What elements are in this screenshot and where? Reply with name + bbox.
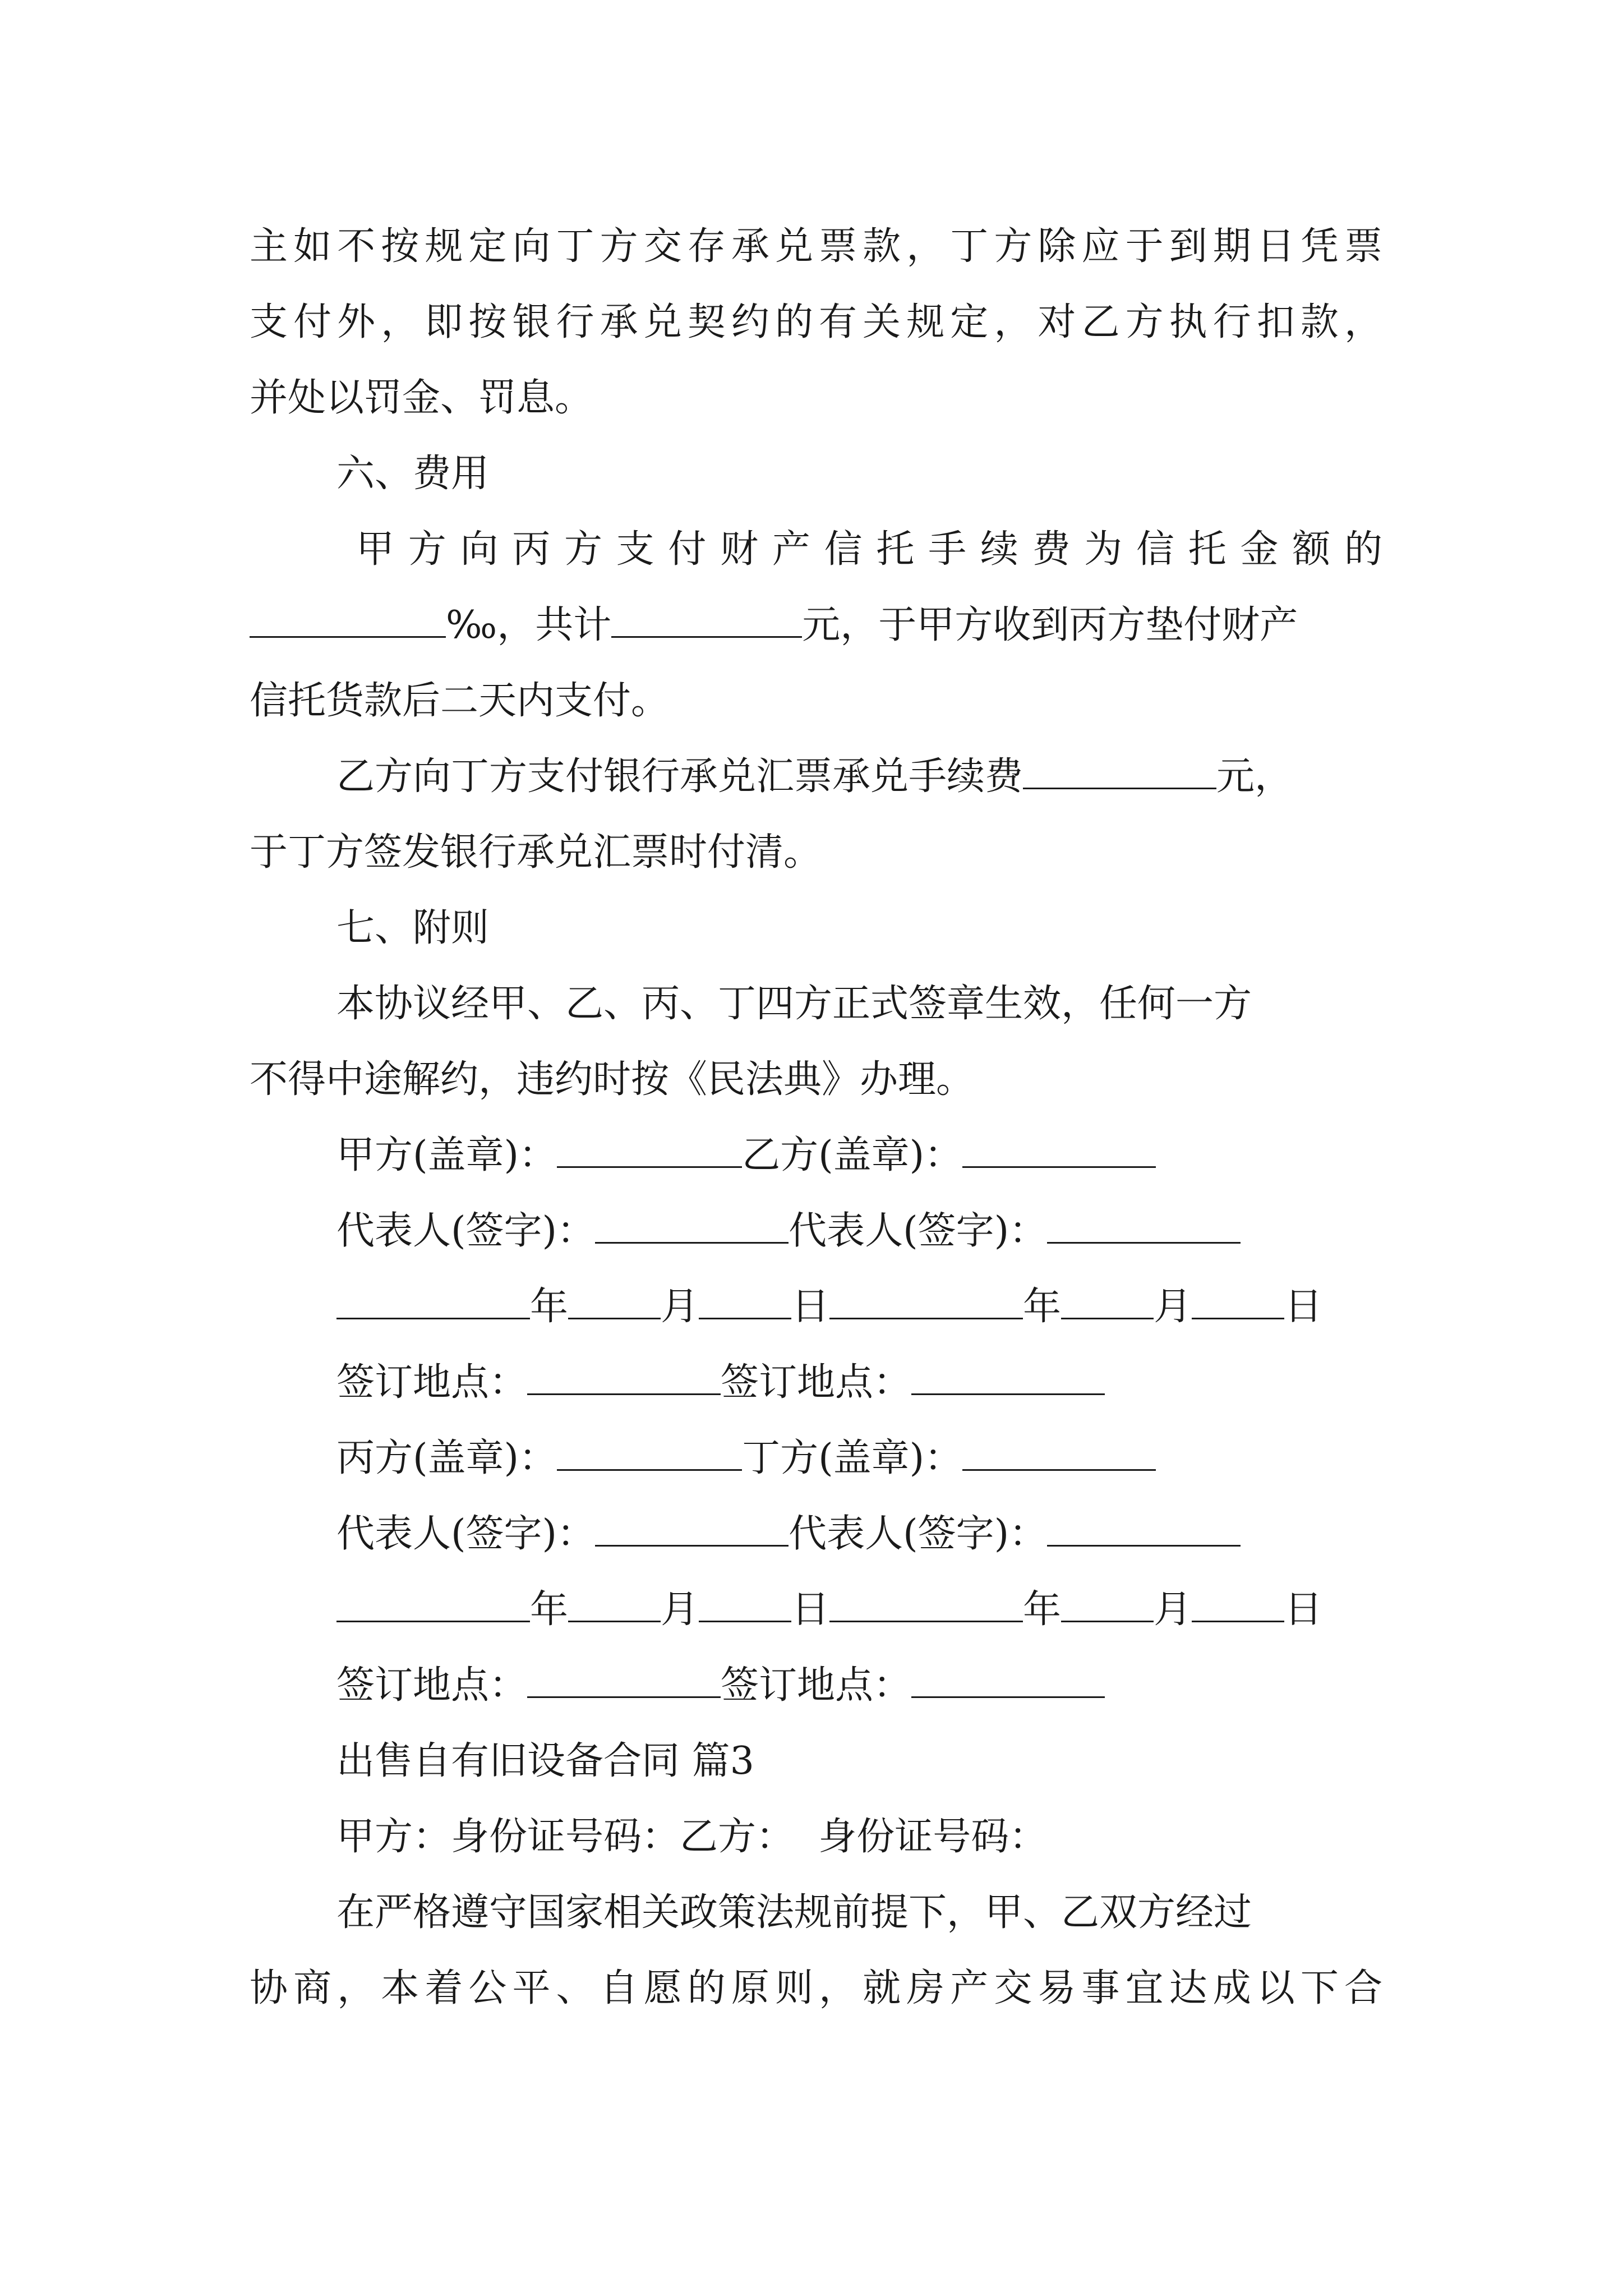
day-label: 日 [791, 1588, 830, 1632]
representative-label: 代表人(签字)： [789, 1209, 1048, 1253]
fill-blank[interactable] [568, 1587, 661, 1622]
paragraph-line: 甲方向丙方支付财产信托手续费为信托金额的 [356, 527, 1382, 572]
inline-text: ‰，共计 [446, 603, 612, 647]
fill-blank[interactable] [1061, 1284, 1154, 1319]
month-label: 月 [661, 1285, 699, 1329]
fill-blank[interactable] [568, 1284, 661, 1319]
date-line [336, 1282, 1469, 1332]
fill-blank[interactable] [557, 1435, 742, 1471]
sign-place-label: 签订地点： [721, 1360, 912, 1405]
inline-text: 元， [1216, 754, 1293, 799]
fill-blank[interactable] [557, 1133, 742, 1168]
article-title: 出售自有旧设备合同 篇3 [336, 1739, 754, 1783]
day-label: 日 [791, 1285, 830, 1329]
paragraph-line: 主如不按规定向丁方交存承兑票款，丁方除应于到期日凭票 [250, 224, 1382, 269]
paragraph-line: 支付外，即按银行承兑契约的有关规定，对乙方执行扣款， [250, 300, 1382, 344]
paragraph-line: 在严格遵守国家相关政策法规前提下，甲、乙双方经过 [336, 1890, 1252, 1935]
day-label: 日 [1284, 1588, 1323, 1632]
fill-blank[interactable] [611, 602, 802, 638]
date-line [336, 1585, 1469, 1635]
fill-blank[interactable] [699, 1284, 791, 1319]
fill-blank[interactable] [911, 1360, 1105, 1395]
fill-blank[interactable] [829, 1284, 1023, 1319]
paragraph-line: 信托货款后二天内支付。 [250, 679, 670, 723]
year-label: 年 [530, 1285, 569, 1329]
party-a-seal-label: 甲方(盖章)： [336, 1133, 557, 1177]
day-label: 日 [1284, 1285, 1323, 1329]
fill-blank[interactable] [527, 1360, 721, 1395]
sign-place-label: 签订地点： [336, 1663, 528, 1708]
fill-blank[interactable] [1061, 1587, 1154, 1622]
fill-blank[interactable] [1192, 1284, 1284, 1319]
fill-blank[interactable] [829, 1587, 1023, 1622]
section-heading: 七、附则 [336, 906, 490, 950]
party-b-seal-label: 乙方(盖章)： [742, 1133, 963, 1177]
section-heading: 六、费用 [336, 452, 490, 496]
fill-blank[interactable] [1047, 1208, 1241, 1244]
paragraph-line [250, 600, 1382, 651]
paragraph-line [336, 752, 1469, 802]
signature-line [336, 1660, 1469, 1711]
representative-label: 代表人(签字)： [336, 1209, 596, 1253]
fill-blank[interactable] [962, 1435, 1156, 1471]
fill-blank[interactable] [595, 1208, 789, 1244]
fill-blank[interactable] [962, 1133, 1156, 1168]
signature-line [336, 1206, 1469, 1257]
fill-blank[interactable] [336, 1587, 530, 1622]
party-c-seal-label: 丙方(盖章)： [336, 1436, 557, 1480]
sign-place-label: 签订地点： [336, 1360, 528, 1405]
signature-line [336, 1358, 1469, 1408]
paragraph-line: 于丁方签发银行承兑汇票时付清。 [250, 830, 822, 875]
inline-text: 乙方向丁方支付银行承兑汇票承兑手续费 [336, 754, 1023, 799]
representative-label: 代表人(签字)： [336, 1512, 596, 1556]
fill-blank[interactable] [911, 1663, 1105, 1698]
paragraph-line: 协商，本着公平、自愿的原则，就房产交易事宜达成以下合 [250, 1966, 1382, 2010]
representative-label: 代表人(签字)： [789, 1512, 1048, 1556]
paragraph-line: 并处以罚金、罚息。 [250, 376, 593, 420]
month-label: 月 [1154, 1588, 1192, 1632]
year-label: 年 [1023, 1588, 1062, 1632]
fill-blank[interactable] [1192, 1587, 1284, 1622]
signature-line [336, 1509, 1469, 1559]
fill-blank[interactable] [250, 602, 446, 638]
fill-blank[interactable] [336, 1284, 530, 1319]
fill-blank[interactable] [699, 1587, 791, 1622]
party-d-seal-label: 丁方(盖章)： [742, 1436, 963, 1480]
fill-blank[interactable] [1023, 754, 1216, 789]
signature-line [336, 1130, 1469, 1181]
inline-text: 元，于甲方收到丙方垫付财产 [802, 603, 1298, 647]
parties-line: 甲方：身份证号码：乙方： 身份证号码： [336, 1815, 1048, 1859]
signature-line [336, 1433, 1469, 1484]
month-label: 月 [661, 1588, 699, 1632]
paragraph-line: 不得中途解约，违约时按《民法典》办理。 [250, 1057, 975, 1102]
fill-blank[interactable] [595, 1511, 789, 1547]
year-label: 年 [530, 1588, 569, 1632]
month-label: 月 [1154, 1285, 1192, 1329]
fill-blank[interactable] [527, 1663, 721, 1698]
paragraph-line: 本协议经甲、乙、丙、丁四方正式签章生效，任何一方 [336, 982, 1252, 1026]
fill-blank[interactable] [1047, 1511, 1241, 1547]
sign-place-label: 签订地点： [721, 1663, 912, 1708]
year-label: 年 [1023, 1285, 1062, 1329]
